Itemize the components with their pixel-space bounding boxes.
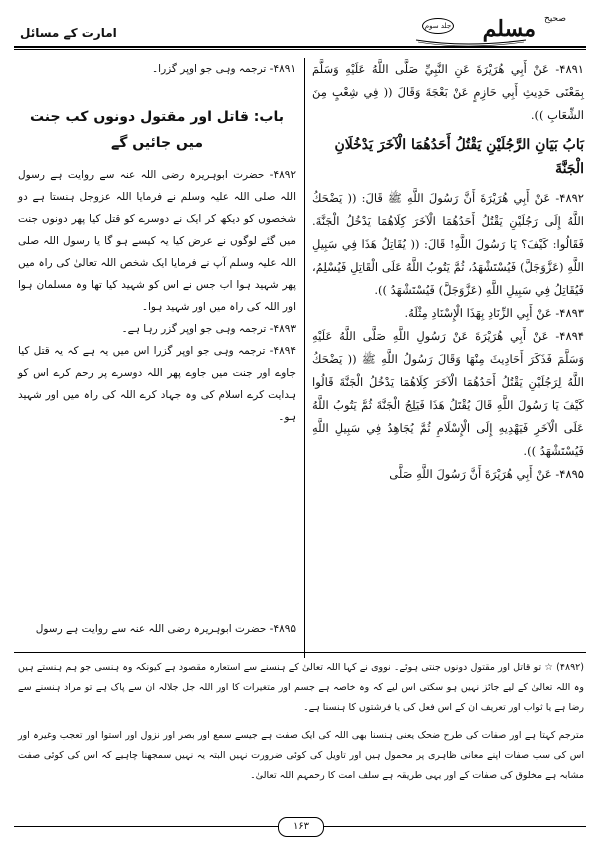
book-title: مسلم [482, 16, 536, 42]
hadith-4895-urdu: ۴۸۹۵- حضرت ابوہریرہ رضی اللہ عنہ سے روایت ہے رسول [35, 623, 296, 635]
chapter-heading-arabic: بَابُ بَيَانِ الرَّجُلَيْنِ يَقْتُلُ أَحَدُهُمَا الْآخَرَ يَدْخُلَانِ الْجَنَّةَ [334, 137, 584, 177]
arabic-column [312, 58, 584, 486]
urdu-column [18, 58, 296, 640]
header-rule-thin [14, 49, 586, 50]
page-header [14, 14, 586, 44]
footnote-paragraph-2: مترجم کہتا ہے اور صفات کی طرح ضحک یعنی ہنسنا بھی اللہ کی ایک صفت ہے جیسے سمع اور بصر اور نزول اور استوا اور تعجب وغیرہ اور اس کی سب صفات اپنے معانی ظاہری پر محمول ہیں اور تاویل کی کوئی ضرورت نہیں البتہ یہ نہیں سمجھنا چاہیے کہ اس کی کوئی صفت مشابہ ہے مخلوق کی صفات کے اور یہی طریقہ ہے سلف امت کا رحمہم اللہ تعالیٰ۔ [18, 730, 584, 781]
volume-badge: جلد سوم [422, 18, 454, 34]
hadith-4894-urdu: ۴۸۹۴- ترجمہ وہی جو اوپر گزرا اس میں یہ ہے کہ یہ قتل کیا جاوے اور جنت میں جاوے پھر اللہ دوسرے پر رحم کرے اس کو ہدایت کرے اسلام کی وہ جہاد کرے اللہ کی راہ میں اور شہید ہو۔ [18, 345, 296, 423]
page-number: ۱۶۳ [278, 817, 324, 837]
hadith-4893-urdu: ۴۸۹۳- ترجمہ وہی جو اوپر گزر رہا ہے۔ [121, 323, 296, 335]
column-divider [304, 58, 305, 658]
hadith-4891-urdu: ۴۸۹۱- ترجمہ وہی جو اوپر گزرا۔ [152, 63, 296, 75]
chapter-heading-urdu: باب: قاتل اور مقتول دونوں کب جنت میں جائیں گے [29, 109, 284, 151]
book-logo [406, 14, 576, 46]
footnote-rule [14, 652, 586, 653]
hadith-4891-arabic: ۴۸۹۱- عَنْ أَبِي هُرَيْرَةَ عَنِ النَّبِيِّ صَلَّى اللَّهُ عَلَيْهِ وَسَلَّمَ بِمَعْنَى حَدِيثِ أَبِي حَازِمٍ عَنْ بَعْجَةَ وَقَالَ (( فِي شِعْبٍ مِنَ الشِّعَابِ )). [312, 62, 584, 122]
footnote-paragraph-1: (۴۸۹۲) ☆ تو قاتل اور مقتول دونوں جنتی ہوئے۔ نووی نے کہا اللہ تعالیٰ کے ہنسنے سے استعارہ مقصود ہے کیونکہ وہ ہنسی جو ہم ہنستے ہیں وہ اللہ تعالیٰ کے لیے جائز نہیں ہو سکتی اس لیے کہ وہ خاصہ ہے جسم اور متغیرات کا اور اللہ جل جلالہ ان سے پاک ہے تو مراد ہنسنے سے رضا ہے یا ثواب اور تعریف ان کے اس فعل کی یا فرشتوں کا ہنسنا ہے۔ [18, 662, 584, 713]
hadith-4892-arabic: ۴۸۹۲- عَنْ أَبِي هُرَيْرَةَ أَنَّ رَسُولَ اللَّهِ ﷺ قَالَ: (( يَضْحَكُ اللَّهُ إِلَى رَجُلَيْنِ يَقْتُلُ أَحَدُهُمَا الْآخَرَ كِلَاهُمَا يَدْخُلُ الْجَنَّةَ. فَقَالُوا: كَيْفَ؟ يَا رَسُولَ اللَّهِ! قَالَ: (( يُقَاتِلُ هَذَا فِي سَبِيلِ اللَّهِ (عَزَّوَجَلَّ) فَيُسْتَشْهَدُ، ثُمَّ يَتُوبُ اللَّهُ عَلَى الْقَاتِلِ فَيُسْلِمُ، فَيُقَاتِلُ فِي سَبِيلِ اللَّهِ (عَزَّوَجَلَّ) فَيُسْتَشْهَدُ )). [312, 191, 584, 297]
hadith-4893-arabic: ۴۸۹۳- عَنْ أَبِي الزِّنَادِ بِهَذَا الْإِسْنَادِ مِثْلَهُ. [404, 306, 584, 320]
chapter-name: امارت کے مسائل [20, 26, 117, 40]
footnote [18, 658, 584, 786]
header-rule [14, 46, 586, 48]
book-title-prefix: صحیح [544, 14, 566, 24]
hadith-4892-urdu: ۴۸۹۲- حضرت ابوہریرہ رضی اللہ عنہ سے روایت ہے رسول اللہ صلی اللہ علیہ وسلم نے فرمایا اللہ عزوجل ہنستا ہے دو شخصوں کو دیکھ کر ایک نے دوسرے کو قتل کیا پھر دونوں جنت میں گئے لوگوں نے عرض کیا یہ کیسے ہو گا یا رسول اللہ صلی اللہ علیہ وسلم آپ نے فرمایا ایک شخص اللہ تعالیٰ کی راہ میں پھر شہید ہوا اب جس نے اس کو شہید کیا تھا وہ مسلمان ہوا اور اللہ کی راہ میں اور شہید ہوا۔ [18, 169, 296, 313]
hadith-4894-arabic: ۴۸۹۴- عَنْ أَبِي هُرَيْرَةَ عَنْ رَسُولِ اللَّهِ صَلَّى اللَّهُ عَلَيْهِ وَسَلَّمَ فَذَكَرَ أَحَادِيثَ مِنْهَا وَقَالَ رَسُولُ اللَّهِ ﷺ (( يَضْحَكُ اللَّهُ لِرَجُلَيْنِ يَقْتُلُ أَحَدُهُمَا الْآخَرَ كِلَاهُمَا يَدْخُلُ الْجَنَّةَ قَالُوا كَيْفَ يَا رَسُولَ اللَّهِ قَالَ يُقْتَلُ هَذَا فَيَلِجُ الْجَنَّةَ ثُمَّ يَتُوبُ اللَّهُ عَلَى الْآخَرِ فَيَهْدِيهِ إِلَى الْإِسْلَامِ ثُمَّ يُجَاهِدُ فِي سَبِيلِ اللَّهِ فَيُسْتَشْهَدُ )). [312, 329, 584, 458]
hadith-4895-arabic: ۴۸۹۵- عَنْ أَبِي هُرَيْرَةَ أَنَّ رَسُولَ اللَّهِ صَلَّى [389, 467, 584, 481]
